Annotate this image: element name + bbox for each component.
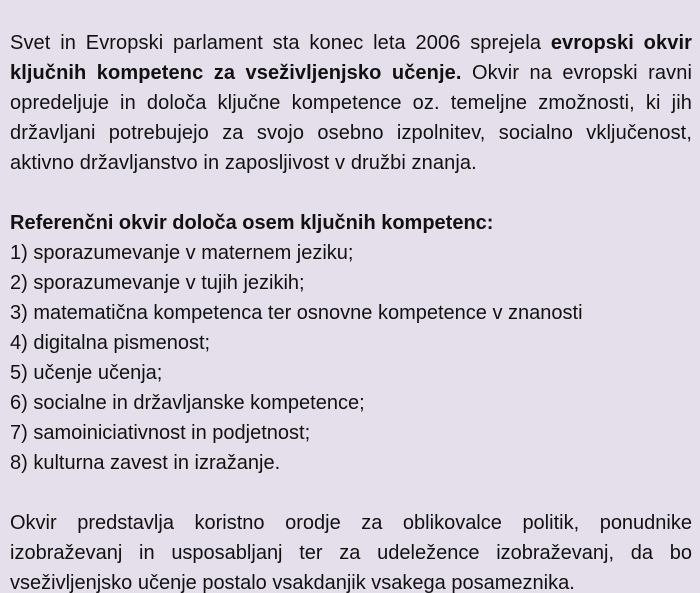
list-item: 1) sporazumevanje v maternem jeziku; [10,242,354,264]
list-item: 8) kulturna zavest in izražanje. [10,452,281,474]
list-item: 5) učenje učenja; [10,362,163,384]
paragraph-spacer [10,478,692,508]
list-item: 6) socialne in državljanske kompetence; [10,392,365,414]
competences-heading: Referenčni okvir določa osem ključnih kompetenc: [10,212,494,234]
list-item: 4) digitalna pismenost; [10,332,211,354]
list-item: 2) sporazumevanje v tujih jezikih; [10,272,305,294]
list-item: 7) samoiniciativnost in podjetnost; [10,422,311,444]
intro-paragraph [10,28,692,178]
intro-text-end: Okvir na evropski ravni opredeljuje in določa ključne kompetence oz. temeljne zmožnosti, ki jih državljani potrebujejo za svojo osebno izpolnitev, socialno vključenost, aktivno državljanstvo in zaposljivost v družbi znanja. [10,62,693,174]
closing-paragraph: Okvir predstavlja koristno orodje za oblikovalce politik, ponudnike izobraževanj in usposabljanj ter za udeležence izobraževanj, da bo vseživljenjsko učenje postalo vsakdanjik vsakega posameznika. [10,512,692,593]
competences-list [10,238,692,478]
intro-bold-phrase: evropski okvir ključnih kompetenc za vseživljenjsko učenje. [10,32,692,84]
paragraph-spacer [10,178,692,208]
intro-text-start: Svet in Evropski parlament sta konec leta 2006 sprejela [10,32,551,54]
list-item: 3) matematična kompetenca ter osnovne kompetence v znanosti [10,302,583,324]
